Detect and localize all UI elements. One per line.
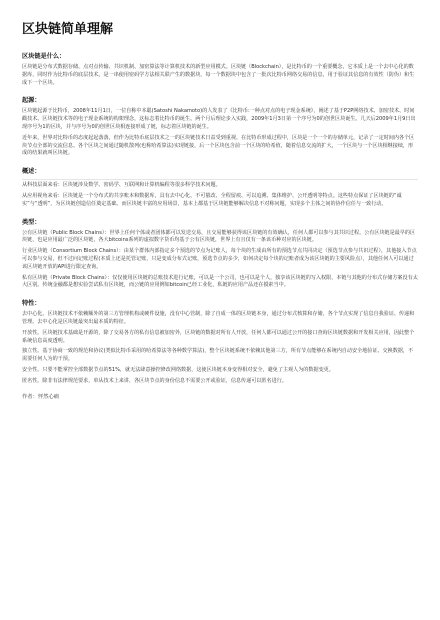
section-features-paragraph-4: 安全性。只要不能掌控全部数据节点的51%，就无法肆意操控修改网络数据，这使区块链本身变得相对安全，避免了主观人为的数据变更。 — [22, 366, 334, 373]
section-heading-overview: 概述： — [22, 168, 41, 176]
section-types-paragraph-3: 私有区块链（Private Block Chains）：仅仅使用区块链的总账技术进行记账，可以是一个公司，也可以是个人，独享该区块链的写入权限，本链与其他的分布式存储方案没有太大区别。传统金融都是想实验尝试私有区块链，而公链的应用例如bitcoin已经工业化，私链的应用产品还在摸索当中。 — [22, 274, 418, 289]
section-overview-paragraph-1: 从科技层面来看：区块链涉及数学、密码学、互联网和计算机编程等很多科学技术问题。 — [22, 182, 221, 189]
page-title: 区块链简单理解 — [22, 22, 114, 37]
section-features-paragraph-1: 去中心化。区块链技术不依赖额外的第三方管理机构或硬件设施，没有中心管制，除了自成一体的区块链本身，通过分布式核算和存储，各个节点实现了信息自我验证、传递和管理。去中心化是区块链最突出最本质的特征。 — [22, 311, 415, 325]
section-features-paragraph-5: 匿名性。除非有法律规范要求，单从技术上来讲，各区块节点的身份信息不需要公开或验证，信息传递可以匿名进行。 — [22, 377, 287, 384]
section-divider — [22, 179, 418, 180]
section-heading-what: 区块链是什么： — [22, 53, 66, 60]
section-heading-types: 类型： — [22, 218, 41, 226]
section-features-paragraph-3: 独立性。基于协商一致的规范和协议(类似比特币采用的哈希算法等各种数学算法)，整个区块链系统不依赖其他第三方，所有节点能够在系统内自动安全地验证、交换数据，不需要任何人为的干预。 — [22, 348, 414, 363]
section-overview — [22, 166, 418, 208]
section-overview-paragraph-2: 从应用视角来看：区块链是一个分布式的共享账本和数据库，具有去中心化、不可篡改、全程留痕、可以追溯、集体维护、公开透明等特点。这些特点保证了区块链的“诚实”与“透明”，为区块链创造信任奠定基础。而区块链丰富的应用场景，基本上都基于区块链能够解决信息不对称问题，实现多个主体之间的协作信任与一致行动。 — [22, 192, 402, 207]
section-types — [22, 217, 418, 291]
author-line: 作者：怦然心痛 — [22, 393, 60, 400]
section-features-paragraph-2: 开放性。区块链技术基础是开源的，除了交易各方的私有信息被加密外，区块链的数据对所有人开放，任何人都可以通过公开的接口查询区块链数据和开发相关应用，因此整个系统信息高度透明。 — [22, 329, 415, 344]
section-what-paragraph-1: 区块链是分布式数据存储、点对点传输、共识机制、加密算法等计算机技术的新型应用模式。区块链（Blockchain），是比特币的一个重要概念，它本质上是一个去中心化的数据库，同时作为比特币的底层技术，是一串使用密码学方法相关联产生的数据块，每一个数据块中包含了一批次比特币网络交易的信息，用于验证其信息的有效性（防伪）和生成下一个区块。 — [22, 64, 415, 86]
section-features — [22, 298, 418, 385]
section-origin-paragraph-1: 区块链起源于比特币，2008年11月1日，一位自称中本聪(Satoshi Nakamoto)的人发表了《比特币:一种点对点的电子现金系统》，阐述了基于P2P网络技术、加密技术、时间戳技术、区块链技术等的电子现金系统的构架理念，这标志着比特币的诞生。两个月后理论步入实践，2009年1月3日第一个序号为0的创世区块诞生。几天后2009年1月9日出现序号为1的区块，并与序号为0的创世区块相连接形成了链，标志着区块链的诞生。 — [22, 108, 416, 130]
section-types-paragraph-1: 公有区块链（Public Block Chains）：世界上任何个体或者团体都可以发送交易，且交易能够获得该区块链的有效确认，任何人都可以参与其共识过程。公有区块链是最早的区块链，也是应用最广泛的区块链，各大bitcoins系列的虚拟数字货币均基于公有区块链，世界上有且仅有一条该币种对应的区块链。 — [22, 229, 416, 244]
section-types-paragraph-2: 行业区块链（Consortium Block Chains）：由某个群体内部指定多个预选的节点为记账人，每个块的生成由所有的预选节点共同决定（预选节点参与共识过程），其他接入节点可以参与交易，但不过问记账过程(本质上还是托管记账，只是变成分布式记账，预选节点的多少，如何决定每个块的记账者成为该区块链的主要风险点），其他任何人可以通过该区块链开放的API进行限定查询。 — [22, 248, 417, 270]
section-origin — [22, 95, 418, 158]
section-origin-paragraph-2: 近年来，世界对比特币的态度起起落落，但作为比特币底层技术之一的区块链技术日益受到重视。在比特币形成过程中，区块是一个一个的存储单元，记录了一定时间内各个区块节点全部的交流信息。各个区块之间通过随机散列(也称哈希算法)实现链接，后一个区块包含前一个区块的哈希值，随着信息交流的扩大，一个区块与一个区块相继接续，形成的结果就叫区块链。 — [22, 134, 415, 157]
section-what — [22, 51, 418, 87]
section-heading-features: 特性： — [22, 300, 41, 308]
section-heading-origin: 起源： — [22, 97, 41, 105]
